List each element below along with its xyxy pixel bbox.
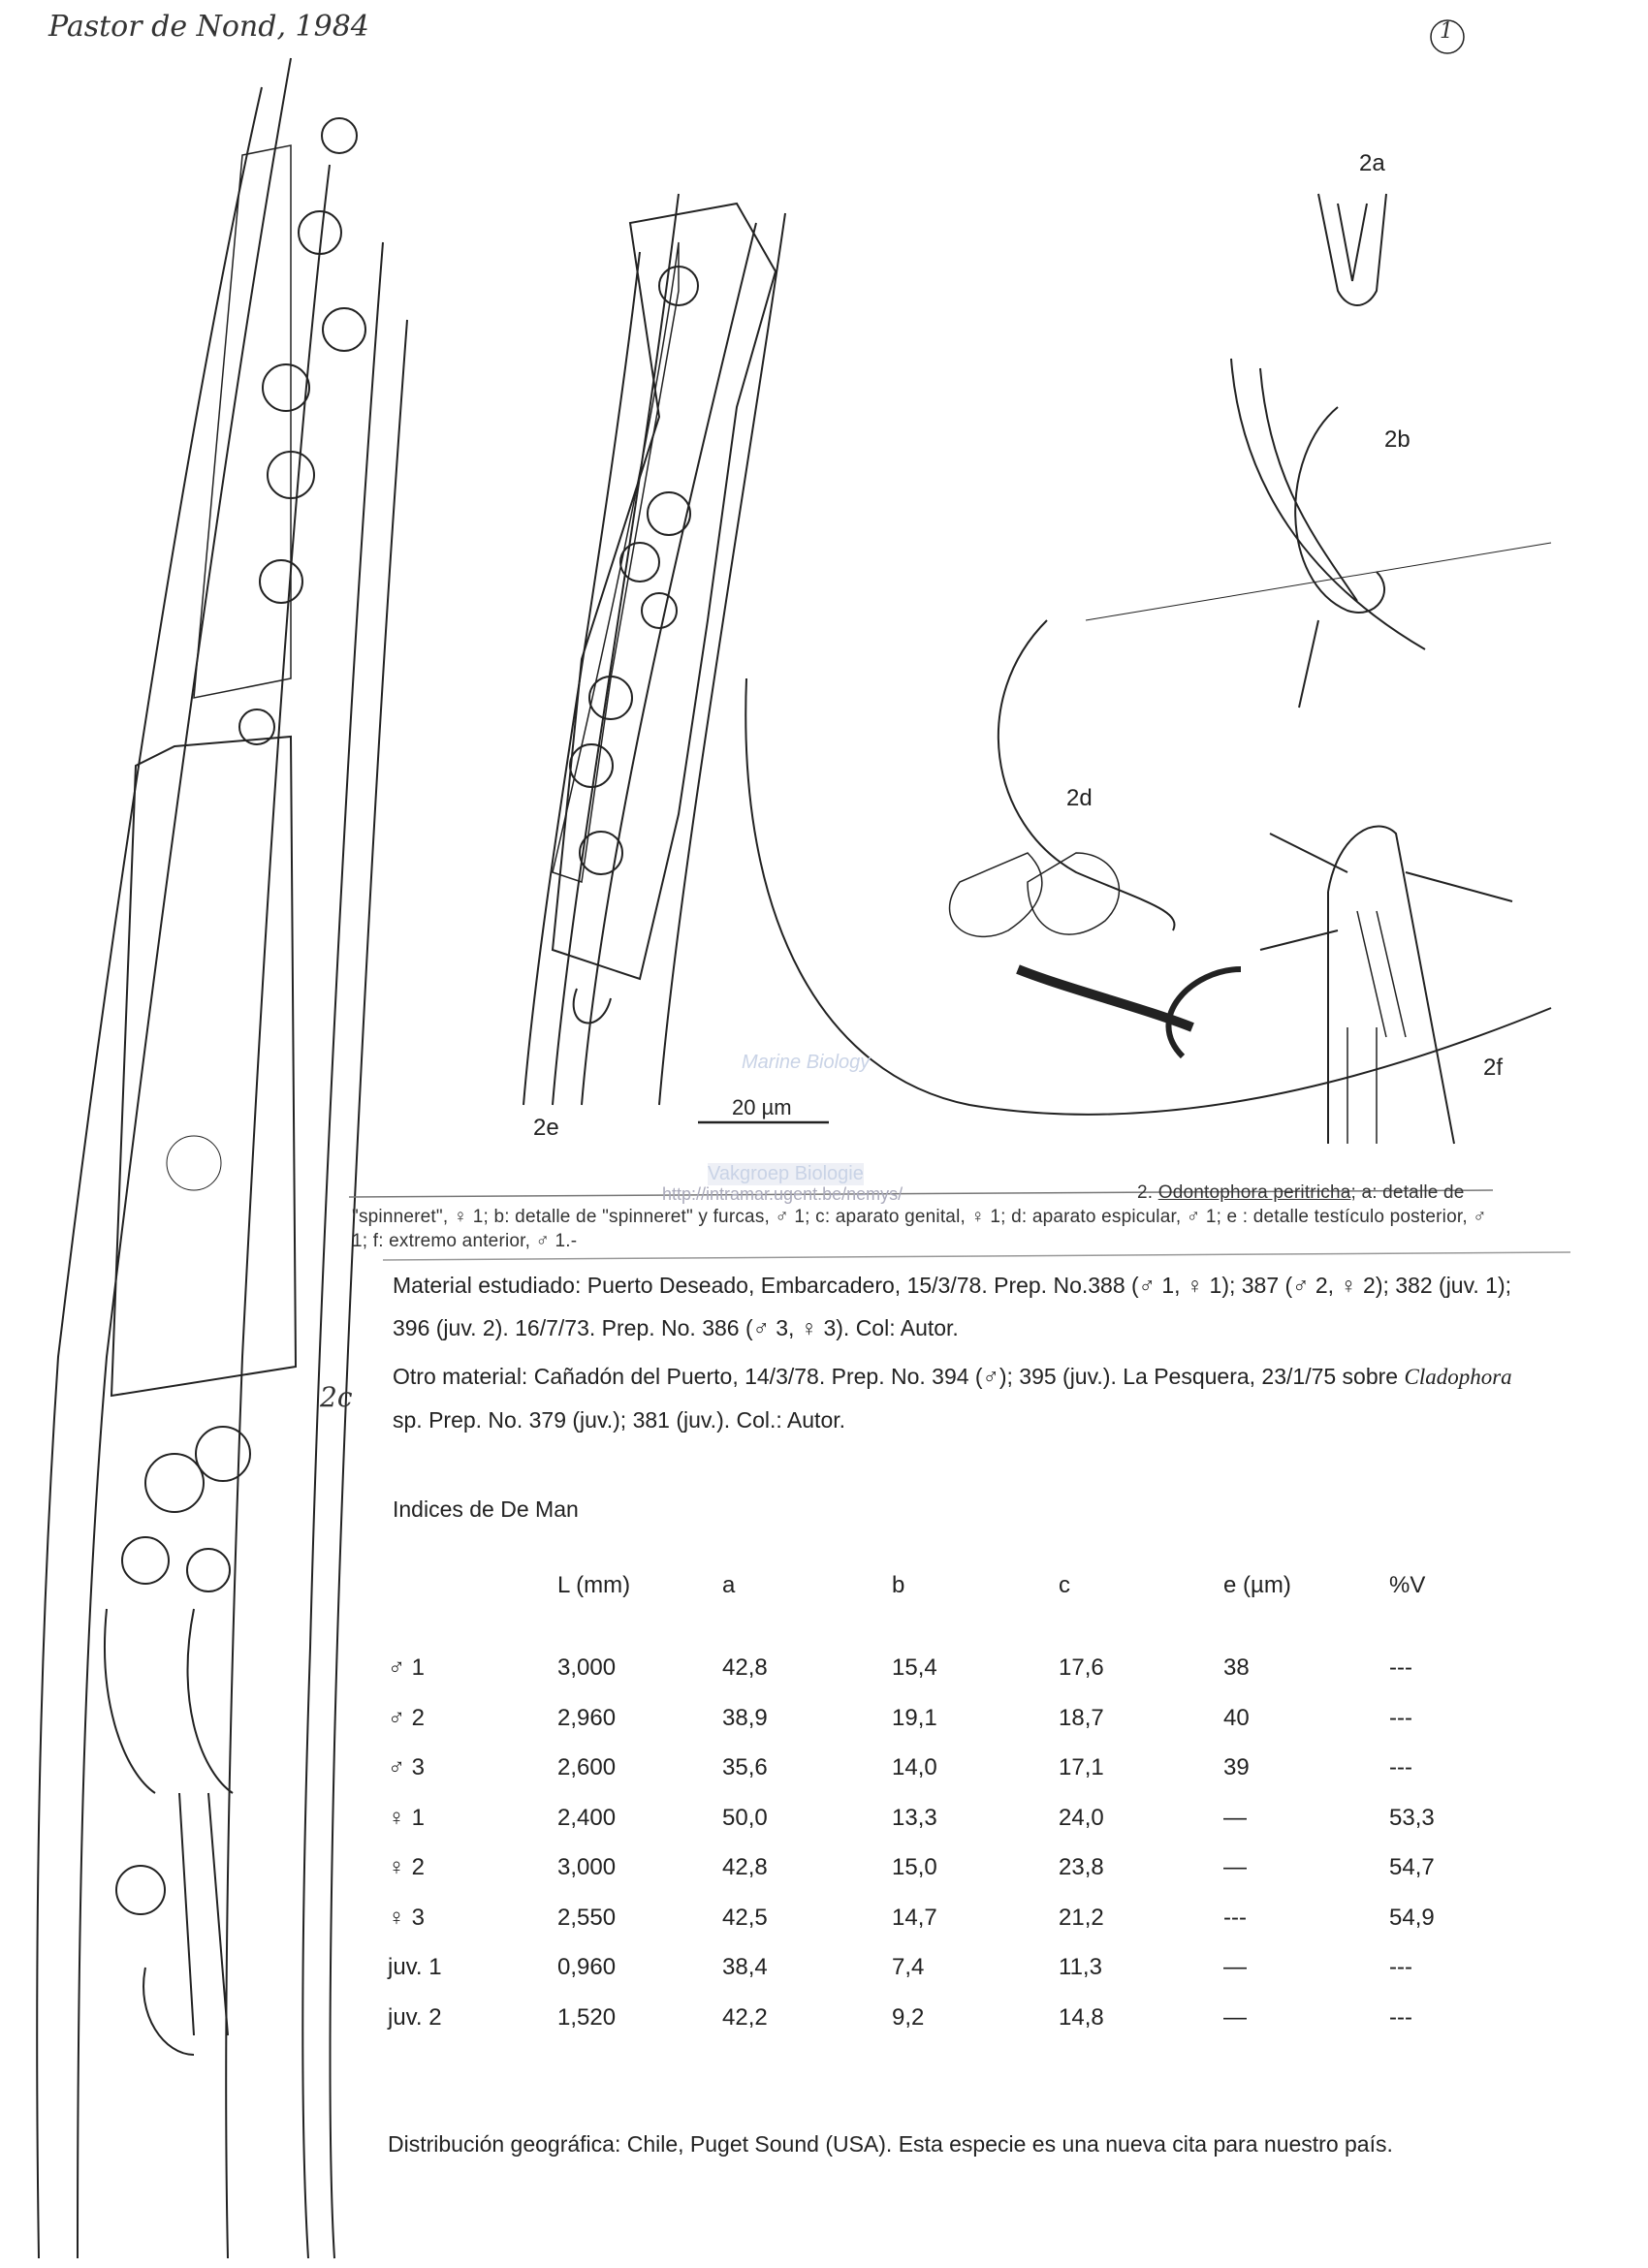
table-cell: 14,7	[892, 1904, 937, 1931]
table-cell: 38,9	[722, 1704, 768, 1731]
table-cell: 21,2	[1059, 1904, 1104, 1931]
table-cell: 42,5	[722, 1904, 768, 1931]
other-material: Otro material: Cañadón del Puerto, 14/3/78. Prep. No. 394 (♂); 395 (juv.). La Pesquera, 23/1/75 sobre Cladophora sp. Prep. No. 379 (juv.); 381 (juv.). Col.: Autor.	[393, 1364, 1512, 1433]
table-cell: juv. 2	[388, 2003, 442, 2031]
table-cell: 40	[1223, 1704, 1250, 1731]
table-cell: c	[1059, 1572, 1070, 1598]
table-cell: 42,8	[722, 1854, 768, 1880]
table-cell: 23,8	[1059, 1854, 1104, 1880]
table-cell: 2,600	[557, 1754, 617, 1780]
figure-label-2c: 2c	[320, 1381, 353, 1413]
table-cell: 2,400	[557, 1804, 617, 1831]
table-cell: ---	[1389, 1954, 1412, 1980]
table-cell: 0,960	[557, 1954, 617, 1980]
table-cell: e (µm)	[1223, 1572, 1291, 1598]
table-cell: 7,4	[892, 1954, 925, 1980]
table-cell: 42,8	[722, 1654, 768, 1681]
table-cell: 17,1	[1059, 1754, 1104, 1780]
table-cell: 50,0	[722, 1804, 768, 1831]
table-cell: 13,3	[892, 1804, 937, 1831]
table-cell: 3,000	[557, 1854, 617, 1880]
table-cell: ♂ 3	[388, 1754, 426, 1780]
table-cell: ---	[1389, 1704, 1412, 1731]
drawing-2b	[1231, 359, 1425, 708]
table-cell: 9,2	[892, 2003, 925, 2031]
page-number: 1	[1440, 19, 1453, 44]
drawing-2f	[1260, 827, 1512, 1145]
drawing-2d	[745, 543, 1551, 1115]
table-cell: ♀ 3	[388, 1904, 426, 1931]
table-cell: ♀ 2	[388, 1854, 426, 1880]
handwritten-note: Pastor de Nond, 1984	[48, 10, 369, 44]
table-cell: —	[1223, 1804, 1247, 1831]
table-cell: 14,0	[892, 1754, 937, 1780]
table-cell: 42,2	[722, 2003, 768, 2031]
drawing-2a	[1318, 194, 1386, 305]
watermark-logo: Marine Biology	[742, 1052, 871, 1073]
table-cell: 18,7	[1059, 1704, 1104, 1731]
table-cell: 53,3	[1389, 1804, 1435, 1831]
scale-bar-label: 20 µm	[732, 1095, 792, 1119]
indices-title: Indices de De Man	[393, 1496, 579, 1522]
table-cell: 38	[1223, 1654, 1250, 1681]
table-cell: L (mm)	[557, 1572, 631, 1598]
distribution: Distribución geográfica: Chile, Puget Sound (USA). Esta especie es una nueva cita para nuestro país.	[388, 2131, 1393, 2157]
table-cell: 39	[1223, 1754, 1250, 1780]
figure-label-2b: 2b	[1384, 426, 1410, 453]
table-cell: a	[722, 1572, 736, 1598]
table-cell: ♂ 2	[388, 1704, 426, 1731]
watermark-url: http://intramar.ugent.be/nemys/	[662, 1184, 903, 1204]
table-cell: 24,0	[1059, 1804, 1104, 1831]
table-cell: 54,7	[1389, 1854, 1435, 1880]
table-cell: 14,8	[1059, 2003, 1104, 2031]
drawing-2c	[37, 58, 407, 2258]
table-cell: ---	[1389, 2003, 1412, 2031]
table-cell: 11,3	[1059, 1954, 1102, 1980]
figure-label-2e: 2e	[533, 1115, 559, 1141]
figure-caption: 2. Odontophora peritricha; a: detalle de "spinneret", ♀ 1; b: detalle de "spinneret" y furcas, ♂ 1; c: aparato genital, ♀ 1; d: aparato espicular, ♂ 1; e : detalle testículo posterior, ♂ 1; f: extremo anterior, ♂ 1.-	[352, 1182, 1487, 1251]
table-cell: —	[1223, 2003, 1247, 2031]
table-cell: ---	[1389, 1754, 1412, 1780]
figure-label-2f: 2f	[1483, 1055, 1504, 1081]
table-cell: ♂ 1	[388, 1654, 426, 1681]
table-cell: 2,960	[557, 1704, 617, 1731]
figure-label-2a: 2a	[1359, 150, 1385, 176]
table-cell: b	[892, 1572, 905, 1598]
table-cell: 17,6	[1059, 1654, 1104, 1681]
table-cell: ♀ 1	[388, 1804, 426, 1831]
table-cell: 3,000	[557, 1654, 617, 1681]
watermark-group: Vakgroep Biologie	[708, 1163, 864, 1184]
table-cell: 19,1	[892, 1704, 937, 1731]
table-cell: 1,520	[557, 2003, 617, 2031]
figure-label-2d: 2d	[1066, 785, 1093, 811]
table-cell: 15,0	[892, 1854, 937, 1880]
table-cell: —	[1223, 1854, 1247, 1880]
table-cell: 2,550	[557, 1904, 617, 1931]
species-name: Odontophora peritricha	[1157, 1182, 1351, 1203]
table-cell: juv. 1	[388, 1954, 442, 1980]
table-cell: 15,4	[892, 1654, 937, 1681]
table-cell: 35,6	[722, 1754, 768, 1780]
material-studied: Material estudiado: Puerto Deseado, Embarcadero, 15/3/78. Prep. No.388 (♂ 1, ♀ 1); 387 (♂ 2, ♀ 2); 382 (juv. 1); 396 (juv. 2). 16/7/73. Prep. No. 386 (♂ 3, ♀ 3). Col: Autor.	[393, 1273, 1512, 1340]
table-cell: ---	[1389, 1654, 1412, 1681]
drawing-2e	[523, 194, 785, 1105]
table-cell: 54,9	[1389, 1904, 1435, 1931]
table-cell: —	[1223, 1954, 1247, 1980]
table-cell: %V	[1389, 1572, 1426, 1598]
table-cell: ---	[1223, 1904, 1247, 1931]
table-cell: 38,4	[722, 1954, 768, 1980]
